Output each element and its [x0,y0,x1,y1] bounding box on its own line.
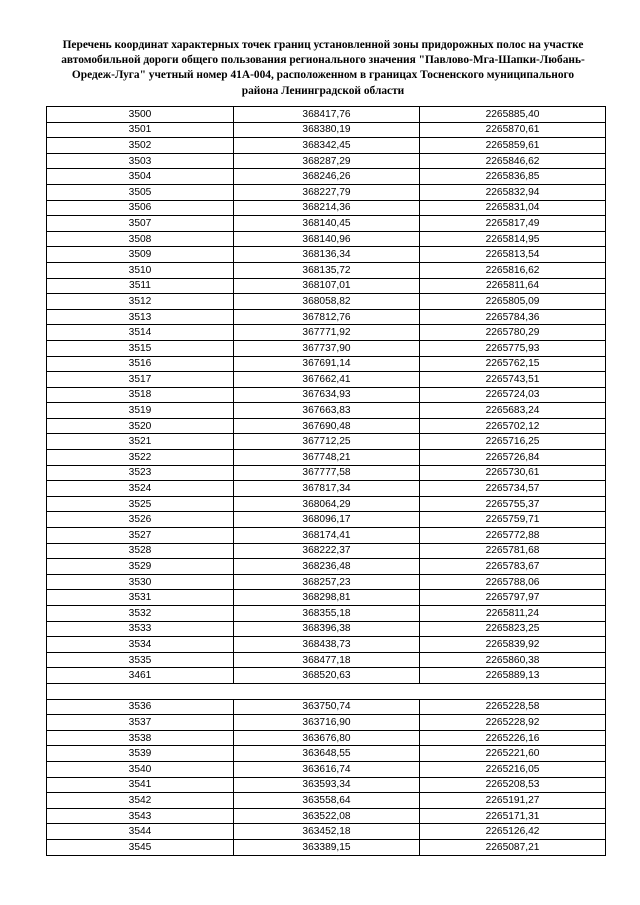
y-coordinate-cell: 2265846,62 [420,153,606,169]
point-number-cell: 3500 [47,107,234,123]
y-coordinate-cell: 2265823,25 [420,621,606,637]
point-number-cell: 3504 [47,169,234,185]
group-separator-row [47,683,606,699]
table-row [47,512,606,528]
y-coordinate-cell: 2265087,21 [420,839,606,855]
y-coordinate-cell: 2265228,92 [420,715,606,731]
y-coordinate-cell: 2265797,97 [420,590,606,606]
point-number-cell: 3540 [47,761,234,777]
point-number-cell: 3531 [47,590,234,606]
point-number-cell: 3528 [47,543,234,559]
table-row [47,543,606,559]
x-coordinate-cell: 368396,38 [234,621,420,637]
x-coordinate-cell: 368136,34 [234,247,420,263]
x-coordinate-cell: 363716,90 [234,715,420,731]
y-coordinate-cell: 2265730,61 [420,465,606,481]
y-coordinate-cell: 2265126,42 [420,824,606,840]
x-coordinate-cell: 368227,79 [234,184,420,200]
x-coordinate-cell: 367662,41 [234,372,420,388]
y-coordinate-cell: 2265885,40 [420,107,606,123]
point-number-cell: 3502 [47,138,234,154]
point-number-cell: 3515 [47,340,234,356]
x-coordinate-cell: 363616,74 [234,761,420,777]
table-row [47,169,606,185]
x-coordinate-cell: 368140,45 [234,216,420,232]
x-coordinate-cell: 363593,34 [234,777,420,793]
y-coordinate-cell: 2265889,13 [420,668,606,684]
point-number-cell: 3514 [47,325,234,341]
point-number-cell: 3517 [47,372,234,388]
table-row [47,247,606,263]
y-coordinate-cell: 2265191,27 [420,793,606,809]
table-row [47,200,606,216]
x-coordinate-cell: 367737,90 [234,340,420,356]
y-coordinate-cell: 2265805,09 [420,294,606,310]
table-row [47,746,606,762]
point-number-cell: 3544 [47,824,234,840]
table-row [47,715,606,731]
y-coordinate-cell: 2265221,60 [420,746,606,762]
point-number-cell: 3516 [47,356,234,372]
x-coordinate-cell: 368135,72 [234,262,420,278]
y-coordinate-cell: 2265171,31 [420,808,606,824]
table-row [47,465,606,481]
table-row [47,481,606,497]
table-row [47,184,606,200]
table-row [47,761,606,777]
y-coordinate-cell: 2265784,36 [420,309,606,325]
x-coordinate-cell: 368355,18 [234,606,420,622]
y-coordinate-cell: 2265755,37 [420,496,606,512]
table-row [47,356,606,372]
point-number-cell: 3512 [47,294,234,310]
y-coordinate-cell: 2265759,71 [420,512,606,528]
point-number-cell: 3533 [47,621,234,637]
point-number-cell: 3534 [47,637,234,653]
y-coordinate-cell: 2265683,24 [420,403,606,419]
x-coordinate-cell: 368236,48 [234,559,420,575]
table-row [47,496,606,512]
separator-cell [47,683,606,699]
y-coordinate-cell: 2265839,92 [420,637,606,653]
point-number-cell: 3523 [47,465,234,481]
coordinates-table [46,106,606,856]
x-coordinate-cell: 367771,92 [234,325,420,341]
point-number-cell: 3530 [47,574,234,590]
table-row [47,309,606,325]
title-line: района Ленинградской области [241,84,405,97]
y-coordinate-cell: 2265781,68 [420,543,606,559]
table-row [47,559,606,575]
y-coordinate-cell: 2265772,88 [420,528,606,544]
x-coordinate-cell: 367712,25 [234,434,420,450]
point-number-cell: 3536 [47,699,234,715]
y-coordinate-cell: 2265783,67 [420,559,606,575]
x-coordinate-cell: 368222,37 [234,543,420,559]
y-coordinate-cell: 2265780,29 [420,325,606,341]
point-number-cell: 3503 [47,153,234,169]
table-row [47,590,606,606]
table-row [47,278,606,294]
point-number-cell: 3532 [47,606,234,622]
table-row [47,621,606,637]
table-row [47,652,606,668]
table-row [47,777,606,793]
point-number-cell: 3539 [47,746,234,762]
x-coordinate-cell: 367663,83 [234,403,420,419]
point-number-cell: 3535 [47,652,234,668]
y-coordinate-cell: 2265813,54 [420,247,606,263]
y-coordinate-cell: 2265716,25 [420,434,606,450]
y-coordinate-cell: 2265817,49 [420,216,606,232]
table-row [47,699,606,715]
x-coordinate-cell: 363389,15 [234,839,420,855]
x-coordinate-cell: 368174,41 [234,528,420,544]
x-coordinate-cell: 368257,23 [234,574,420,590]
y-coordinate-cell: 2265816,62 [420,262,606,278]
coordinates-table-body [47,107,606,856]
table-row [47,418,606,434]
x-coordinate-cell: 368140,96 [234,231,420,247]
document-title [40,38,606,99]
table-row [47,387,606,403]
x-coordinate-cell: 367777,58 [234,465,420,481]
point-number-cell: 3543 [47,808,234,824]
point-number-cell: 3501 [47,122,234,138]
x-coordinate-cell: 367817,34 [234,481,420,497]
table-row [47,122,606,138]
point-number-cell: 3513 [47,309,234,325]
x-coordinate-cell: 367690,48 [234,418,420,434]
point-number-cell: 3522 [47,450,234,466]
point-number-cell: 3507 [47,216,234,232]
table-row [47,262,606,278]
x-coordinate-cell: 363676,80 [234,730,420,746]
y-coordinate-cell: 2265734,57 [420,481,606,497]
y-coordinate-cell: 2265831,04 [420,200,606,216]
x-coordinate-cell: 368096,17 [234,512,420,528]
table-row [47,325,606,341]
point-number-cell: 3527 [47,528,234,544]
point-number-cell: 3461 [47,668,234,684]
table-row [47,574,606,590]
y-coordinate-cell: 2265228,58 [420,699,606,715]
table-row [47,294,606,310]
point-number-cell: 3537 [47,715,234,731]
y-coordinate-cell: 2265724,03 [420,387,606,403]
x-coordinate-cell: 368287,29 [234,153,420,169]
table-row [47,730,606,746]
y-coordinate-cell: 2265702,12 [420,418,606,434]
table-row [47,231,606,247]
point-number-cell: 3519 [47,403,234,419]
y-coordinate-cell: 2265870,61 [420,122,606,138]
point-number-cell: 3506 [47,200,234,216]
y-coordinate-cell: 2265814,95 [420,231,606,247]
x-coordinate-cell: 368417,76 [234,107,420,123]
x-coordinate-cell: 368477,18 [234,652,420,668]
table-row [47,808,606,824]
y-coordinate-cell: 2265811,64 [420,278,606,294]
y-coordinate-cell: 2265859,61 [420,138,606,154]
x-coordinate-cell: 363750,74 [234,699,420,715]
y-coordinate-cell: 2265788,06 [420,574,606,590]
title-line: Оредеж-Луга" учетный номер 41А-004, расположенном в границах Тосненского муниципального [71,69,575,82]
y-coordinate-cell: 2265811,24 [420,606,606,622]
point-number-cell: 3520 [47,418,234,434]
point-number-cell: 3529 [47,559,234,575]
y-coordinate-cell: 2265836,85 [420,169,606,185]
table-row [47,216,606,232]
point-number-cell: 3524 [47,481,234,497]
y-coordinate-cell: 2265216,05 [420,761,606,777]
x-coordinate-cell: 363648,55 [234,746,420,762]
x-coordinate-cell: 368107,01 [234,278,420,294]
y-coordinate-cell: 2265726,84 [420,450,606,466]
table-row [47,403,606,419]
table-row [47,606,606,622]
point-number-cell: 3505 [47,184,234,200]
point-number-cell: 3509 [47,247,234,263]
table-row [47,793,606,809]
point-number-cell: 3538 [47,730,234,746]
title-line: автомобильной дороги общего пользования регионального значения "Павлово-Мга-Шапки-Любань- [61,54,585,67]
x-coordinate-cell: 363452,18 [234,824,420,840]
x-coordinate-cell: 368214,36 [234,200,420,216]
table-row [47,824,606,840]
title-line: Перечень координат характерных точек границ установленной зоны придорожных полос на участке [62,39,584,51]
y-coordinate-cell: 2265860,38 [420,652,606,668]
x-coordinate-cell: 368380,19 [234,122,420,138]
y-coordinate-cell: 2265208,53 [420,777,606,793]
x-coordinate-cell: 368064,29 [234,496,420,512]
x-coordinate-cell: 367691,14 [234,356,420,372]
table-row [47,153,606,169]
table-row [47,434,606,450]
table-row [47,372,606,388]
table-row [47,668,606,684]
table-row [47,450,606,466]
point-number-cell: 3511 [47,278,234,294]
y-coordinate-cell: 2265743,51 [420,372,606,388]
y-coordinate-cell: 2265226,16 [420,730,606,746]
point-number-cell: 3545 [47,839,234,855]
x-coordinate-cell: 368298,81 [234,590,420,606]
x-coordinate-cell: 363522,08 [234,808,420,824]
point-number-cell: 3526 [47,512,234,528]
point-number-cell: 3510 [47,262,234,278]
table-row [47,340,606,356]
x-coordinate-cell: 368342,45 [234,138,420,154]
point-number-cell: 3518 [47,387,234,403]
y-coordinate-cell: 2265775,93 [420,340,606,356]
point-number-cell: 3542 [47,793,234,809]
x-coordinate-cell: 363558,64 [234,793,420,809]
point-number-cell: 3541 [47,777,234,793]
x-coordinate-cell: 367748,21 [234,450,420,466]
x-coordinate-cell: 368438,73 [234,637,420,653]
x-coordinate-cell: 367634,93 [234,387,420,403]
point-number-cell: 3521 [47,434,234,450]
point-number-cell: 3508 [47,231,234,247]
table-row [47,107,606,123]
x-coordinate-cell: 367812,76 [234,309,420,325]
x-coordinate-cell: 368058,82 [234,294,420,310]
y-coordinate-cell: 2265762,15 [420,356,606,372]
y-coordinate-cell: 2265832,94 [420,184,606,200]
table-row [47,839,606,855]
x-coordinate-cell: 368520,63 [234,668,420,684]
table-row [47,138,606,154]
table-row [47,637,606,653]
table-row [47,528,606,544]
x-coordinate-cell: 368246,26 [234,169,420,185]
point-number-cell: 3525 [47,496,234,512]
